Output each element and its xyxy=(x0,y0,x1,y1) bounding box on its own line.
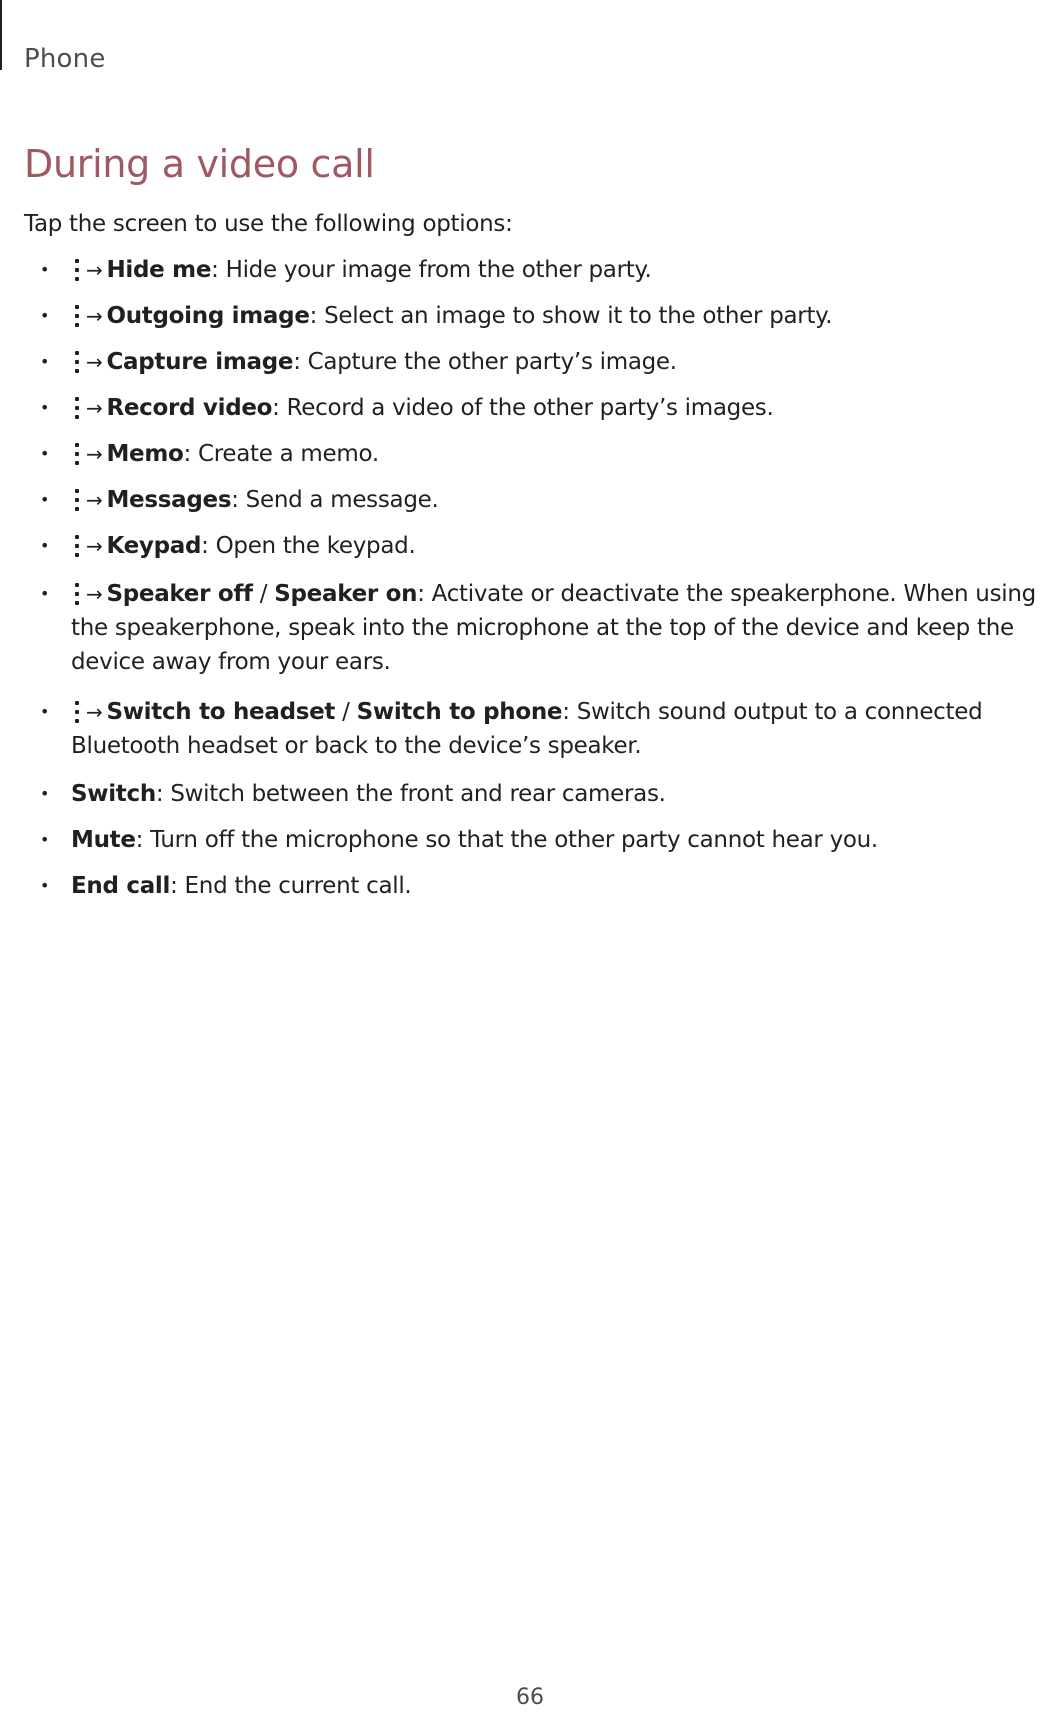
more-options-icon xyxy=(73,441,80,467)
more-options-icon xyxy=(73,487,80,513)
arrow-icon: → xyxy=(86,304,103,328)
intro-text: Tap the screen to use the following options: xyxy=(24,211,513,237)
arrow-icon: → xyxy=(86,700,103,724)
running-header: Phone xyxy=(24,44,106,74)
option-term: Hide me xyxy=(106,257,212,283)
arrow-icon: → xyxy=(86,488,103,512)
list-item xyxy=(24,301,1054,331)
arrow-icon: → xyxy=(86,442,103,466)
option-desc: : Hide your image from the other party. xyxy=(211,257,652,283)
list-item xyxy=(24,695,1054,763)
bullet: • xyxy=(40,702,50,721)
bullet: • xyxy=(40,306,50,325)
option-desc: : Activate or deactivate the speakerphone. When using the speakerphone, speak into the microphone at the top of the device and keep the device away from your ears. xyxy=(71,581,1036,675)
list-item xyxy=(24,531,1054,561)
option-desc: : Record a video of the other party’s images. xyxy=(272,395,774,421)
option-separator: / xyxy=(335,699,357,725)
option-term-alt: Switch to phone xyxy=(356,699,563,725)
bullet: • xyxy=(40,584,50,603)
bullet: • xyxy=(40,260,50,279)
option-term: Memo xyxy=(106,441,184,467)
list-item xyxy=(24,825,1054,855)
page-number: 66 xyxy=(516,1685,544,1710)
list-item xyxy=(24,347,1054,377)
option-term: Record video xyxy=(106,395,273,421)
option-term: Messages xyxy=(106,487,232,513)
list-item xyxy=(24,871,1054,901)
option-term: Outgoing image xyxy=(106,303,310,329)
bullet: • xyxy=(40,876,50,895)
more-options-icon xyxy=(73,257,80,283)
list-item xyxy=(24,779,1054,809)
more-options-icon xyxy=(73,581,80,607)
arrow-icon: → xyxy=(86,396,103,420)
option-term: Keypad xyxy=(106,533,202,559)
bullet: • xyxy=(40,784,50,803)
option-term: Mute xyxy=(71,827,136,853)
option-desc: : Switch between the front and rear cameras. xyxy=(155,781,666,807)
arrow-icon: → xyxy=(86,534,103,558)
section-title: During a video call xyxy=(24,142,375,186)
option-desc: : Open the keypad. xyxy=(201,533,416,559)
bullet: • xyxy=(40,352,50,371)
option-desc: : End the current call. xyxy=(170,873,412,899)
option-term: Speaker off xyxy=(106,581,253,607)
more-options-icon xyxy=(73,699,80,725)
option-term: End call xyxy=(71,873,171,899)
option-desc: : Create a memo. xyxy=(183,441,379,467)
option-term: Capture image xyxy=(106,349,294,375)
more-options-icon xyxy=(73,349,80,375)
more-options-icon xyxy=(73,395,80,421)
option-list xyxy=(24,255,1054,917)
more-options-icon xyxy=(73,533,80,559)
list-item xyxy=(24,255,1054,285)
header-rule xyxy=(0,0,2,70)
option-desc: : Select an image to show it to the other party. xyxy=(309,303,833,329)
bullet: • xyxy=(40,536,50,555)
bullet: • xyxy=(40,444,50,463)
list-item xyxy=(24,393,1054,423)
option-desc: : Capture the other party’s image. xyxy=(293,349,677,375)
list-item xyxy=(24,485,1054,515)
arrow-icon: → xyxy=(86,258,103,282)
option-desc: : Switch sound output to a connected Bluetooth headset or back to the device’s speaker. xyxy=(71,699,983,759)
option-term-alt: Speaker on xyxy=(274,581,418,607)
list-item xyxy=(24,577,1054,679)
list-item xyxy=(24,439,1054,469)
option-term: Switch xyxy=(71,781,156,807)
option-term: Switch to headset xyxy=(106,699,336,725)
option-separator: / xyxy=(252,581,275,607)
bullet: • xyxy=(40,490,50,509)
option-desc: : Turn off the microphone so that the other party cannot hear you. xyxy=(135,827,878,853)
more-options-icon xyxy=(73,303,80,329)
bullet: • xyxy=(40,830,50,849)
bullet: • xyxy=(40,398,50,417)
arrow-icon: → xyxy=(86,582,103,606)
option-desc: : Send a message. xyxy=(231,487,439,513)
arrow-icon: → xyxy=(86,350,103,374)
